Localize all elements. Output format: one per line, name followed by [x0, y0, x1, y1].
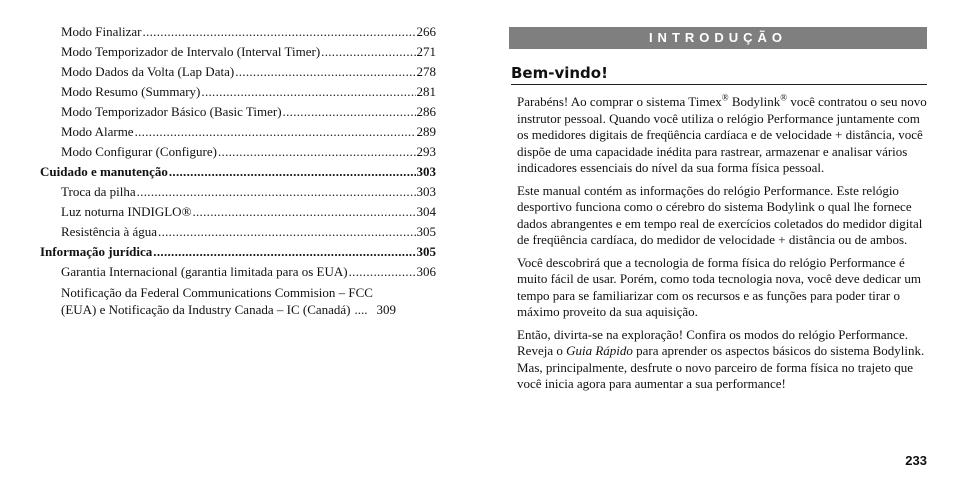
toc-leader-dots: [192, 202, 415, 222]
table-of-contents: [40, 22, 436, 318]
toc-entry[interactable]: [40, 202, 436, 222]
toc-entry[interactable]: [40, 102, 436, 122]
toc-leader-dots: [153, 242, 415, 262]
toc-entry[interactable]: [40, 22, 436, 42]
toc-entry-page: 305: [416, 244, 436, 259]
toc-leader-dots: [283, 102, 416, 122]
toc-entry[interactable]: [40, 42, 436, 62]
toc-leader-dots: [143, 22, 416, 42]
toc-entry-page: 303: [416, 184, 436, 199]
section-heading: Bem-vindo!: [511, 64, 927, 85]
toc-leader-dots: [137, 182, 416, 202]
toc-entry[interactable]: [40, 262, 436, 282]
toc-leader-dots: [218, 142, 416, 162]
toc-entry-page: 306: [416, 264, 436, 279]
toc-entry[interactable]: [40, 82, 436, 102]
toc-entry-page: 271: [416, 44, 436, 59]
toc-leader-dots: [135, 122, 416, 142]
toc-entry-title-line1: Notificação da Federal Communications Commision – FCC: [61, 285, 373, 300]
section-banner: INTRODUÇÃO: [509, 27, 927, 49]
toc-entry[interactable]: [40, 182, 436, 202]
toc-section-entry[interactable]: [40, 162, 436, 182]
paragraph-text: Bodylink: [728, 94, 781, 109]
toc-leader-dots: [169, 162, 416, 182]
body-text: [517, 94, 929, 399]
toc-entry-title: Modo Finalizar: [61, 24, 142, 39]
toc-entry-page: 293: [416, 144, 436, 159]
toc-entry[interactable]: [40, 62, 436, 82]
toc-entry-title: Modo Configurar (Configure): [61, 144, 217, 159]
toc-leader-dots: [321, 42, 415, 62]
toc-entry-page: 289: [416, 124, 436, 139]
toc-entry-title: Modo Dados da Volta (Lap Data): [61, 64, 235, 79]
page-number: 233: [905, 453, 927, 468]
registered-mark: ®: [780, 92, 788, 103]
toc-entry-title: Cuidado e manutenção: [40, 164, 168, 179]
paragraph-text: para aprender os aspectos básicos do sistema Bodylink. Mas, principalmente, desfrute o novo parceiro de forma física no trajeto que você inicia agora para aumentar a sua performance!: [517, 343, 925, 391]
toc-entry-page: 304: [416, 204, 436, 219]
toc-leader-dots: [349, 262, 416, 282]
toc-entry-title: Informação jurídica: [40, 244, 153, 259]
paragraph-text: Então, divirta-se na exploração! Confira os modos do relógio Performance. Reveja o: [517, 326, 908, 358]
toc-section-entry[interactable]: [40, 242, 436, 262]
toc-entry-page: 281: [416, 84, 436, 99]
paragraph-text: Parabéns! Ao comprar o sistema Timex: [517, 94, 722, 109]
toc-entry[interactable]: [40, 142, 436, 162]
toc-entry[interactable]: [40, 222, 436, 242]
toc-entry-title: Luz noturna INDIGLO®: [61, 204, 192, 219]
paragraph: Você descobrirá que a tecnologia de forma física do relógio Performance é muito fácil de usar. Porém, como toda tecnologia nova, você deve dedicar um tempo para se familiarizar com os recursos e as funções para poder tirar o máximo proveito da sua aquisição.: [517, 254, 921, 319]
toc-leader-dots: [158, 222, 415, 242]
toc-entry-page: 286: [416, 104, 436, 119]
toc-entry[interactable]: [40, 284, 436, 318]
toc-entry-page: 305: [416, 224, 436, 239]
toc-entry-page: 309: [376, 302, 396, 317]
paragraph: Este manual contém as informações do relógio Performance. Este relógio desportivo funciona como o cérebro do sistema Bodylink o qual lhe fornece dados abrangentes e em tempo real de exercícios coletados do medidor digital de freqüência cardíaca, do medidor de velocidade + distância ou de ambos.: [517, 182, 923, 247]
toc-entry-title: Troca da pilha: [61, 184, 136, 199]
toc-entry-title: Garantia Internacional (garantia limitada para os EUA): [61, 264, 348, 279]
toc-entry-title: Modo Temporizador Básico (Basic Timer): [61, 104, 282, 119]
toc-entry-title-line2: (EUA) e Notificação da Industry Canada – IC (Canadá): [61, 302, 351, 317]
toc-entry-title: Modo Resumo (Summary): [61, 84, 201, 99]
toc-leader-dots: [201, 82, 415, 102]
toc-entry-page: 266: [416, 24, 436, 39]
toc-leader-dots: ....: [354, 302, 368, 317]
toc-entry-title: Resistência à água: [61, 224, 158, 239]
toc-entry[interactable]: [40, 122, 436, 142]
paragraph-text: você contratou o seu novo instrutor pessoal. Quando você utiliza o relógio Performance juntamente com os medidores digitais de freqüência cardíaca e de velocidade + distância, você dispõe de uma capacidade inédita para rastrear, armazenar e analisar vários indicadores essenciais do nível da sua forma física pessoal.: [517, 94, 927, 175]
paragraph: [517, 94, 929, 177]
toc-entry-page: 278: [416, 64, 436, 79]
toc-entry-title: Modo Alarme: [61, 124, 134, 139]
toc-entry-page: 303: [416, 164, 436, 179]
toc-leader-dots: [235, 62, 415, 82]
paragraph: [517, 327, 929, 393]
toc-entry-title: Modo Temporizador de Intervalo (Interval Timer): [61, 44, 321, 59]
guide-title: Guia Rápido: [566, 343, 633, 358]
registered-mark: ®: [721, 92, 729, 103]
